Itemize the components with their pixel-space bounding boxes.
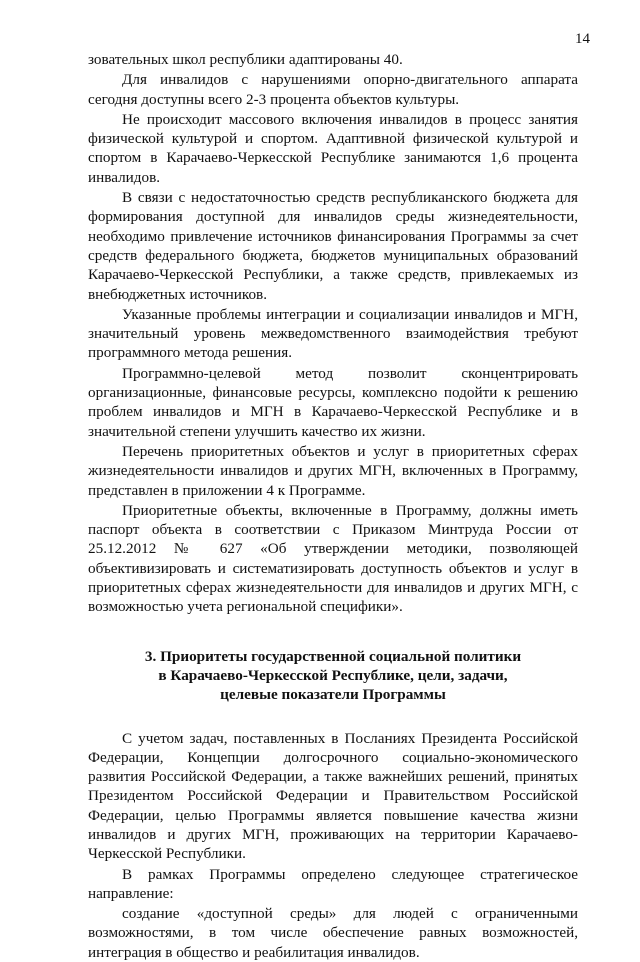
paragraph: зовательных школ республики адаптированы 40. <box>88 51 403 68</box>
paragraph: Для инвалидов с нарушениями опорно-двигательного аппарата сегодня доступны всего 2-3 процента объектов культуры. <box>88 71 578 108</box>
paragraph: Перечень приоритетных объектов и услуг в приоритетных сферах жизнедеятельности инвалидов и других МГН, включенных в Программу, представлен в приложении 4 к Программе. <box>88 442 578 499</box>
body-text <box>88 50 578 962</box>
paragraph: Программно-целевой метод позволит сконцентрировать организационные, финансовые ресурсы, комплексно подойти к решению проблем инвалидов и МГН в Карачаево-Черкесской Республике и в значительной степени улучшить качество их жизни. <box>88 364 578 440</box>
paragraph: Приоритетные объекты, включенные в Программу, должны иметь паспорт объекта в соответствии с Приказом Минтруда России от 25.12.2012 № 627 «Об утверждении методики, позволяющей объективизировать и систематизировать доступность объектов и услуг в приоритетных сферах жизнедеятельности для инвалидов и других МГН, с возможностью учета региональной специфики». <box>88 501 578 616</box>
paragraph: создание «доступной среды» для людей с ограниченными возможностями, в том числе обеспечение равных возможностей, интеграция в общество и реабилитация инвалидов. <box>88 905 578 961</box>
paragraph: Не происходит массового включения инвалидов в процесс занятия физической культурой и спортом. Адаптивной физической культурой и спортом в Карачаево-Черкесской Республике занимаются 1,6 процента инвалидов. <box>88 110 578 186</box>
paragraph: В рамках Программы определено следующее стратегическое направление: <box>88 865 578 902</box>
section-heading-line: целевые показатели Программы <box>220 686 446 704</box>
section-heading-line: 3. Приоритеты государственной социальной политики <box>144 647 522 665</box>
section-heading <box>88 647 578 705</box>
paragraph: С учетом задач, поставленных в Посланиях Президента Российской Федерации, Концепции долгосрочного социально-экономического развития Российской Федерации, а также важнейших решений, принятых Президентом Российской Федерации и Правительством Российской Федерации, целью Программы является повышение качества жизни инвалидов и других МГН, проживающих на территории Карачаево-Черкесской Республики. <box>88 729 578 863</box>
page-number: 14 <box>575 31 590 47</box>
paragraph: Указанные проблемы интеграции и социализации инвалидов и МГН, значительный уровень межведомственного взаимодействия требуют программного метода решения. <box>88 305 578 362</box>
section-heading-line: в Карачаево-Черкесской Республике, цели, задачи, <box>158 666 508 684</box>
paragraph: В связи с недостаточностью средств республиканского бюджета для формирования доступной для инвалидов среды жизнедеятельности, необходимо привлечение источников финансирования Программы за счет средств федерального бюджета, бюджетов муниципальных образований Карачаево-Черкесской Республики, а также средств, привлекаемых из внебюджетных источников. <box>88 189 578 303</box>
